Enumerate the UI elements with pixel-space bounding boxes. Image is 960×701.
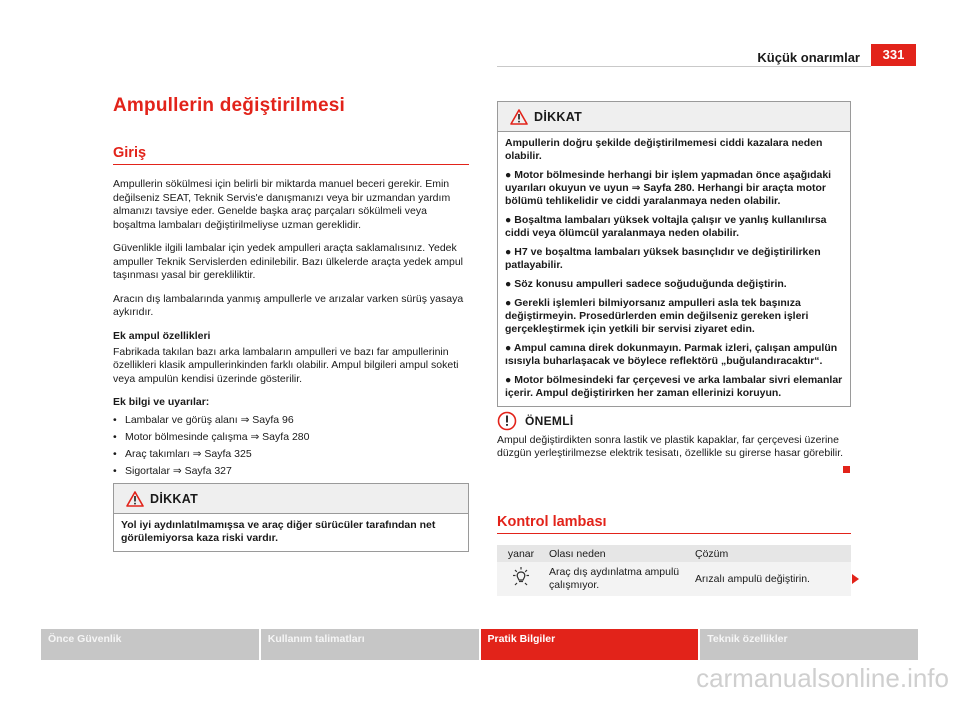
table-cell-solution: Arızalı ampulü değiştirin. [691, 562, 851, 596]
page-number: 331 [871, 44, 916, 66]
bullet-icon: • [113, 448, 117, 460]
list-item[interactable] [113, 448, 469, 461]
reference-list [113, 414, 469, 478]
warning-item-text: Motor bölmesinde herhangi bir işlem yapmadan önce aşağıdaki uyarıları okuyun ve uyun ⇒ Sayfa 280. Herhangi bir araçta motor bölümü tehlikelidir ve ciddi yaralanmaya neden olabilir. [505, 169, 832, 207]
section-heading-intro: Giriş [113, 145, 469, 165]
page-header-title: Küçük onarımlar [757, 50, 860, 65]
list-item[interactable] [113, 465, 469, 478]
list-item-text: Lambalar ve görüş alanı ⇒ Sayfa 96 [125, 414, 294, 426]
footer-tab-safety[interactable]: Önce Güvenlik [41, 629, 259, 660]
warning-item: ● Motor bölmesinde herhangi bir işlem yapmadan önce aşağıdaki uyarıları okuyun ve uyun ⇒ Sayfa 280. Herhangi bir araçta motor bölümü tehlikelidir ve ciddi yaralanmaya neden olabilir. [505, 169, 832, 207]
warning-box-left [113, 483, 469, 552]
watermark: carmanualsonline.info [696, 663, 949, 693]
table-cell-cause: Araç dış aydınlatma ampulü çalışmıyor. [545, 562, 691, 596]
list-item-text: Araç takımları ⇒ Sayfa 325 [125, 448, 252, 460]
warning-item: ● Gerekli işlemleri bilmiyorsanız ampulleri asla tek başınıza değiştirmeyin. Prosedürlerden emin değilseniz gereken işleri gerçekleştirmek için yetkili bir servisi ziyaret edin. [505, 297, 809, 335]
warning-triangle-icon [126, 491, 144, 507]
warning-box-right [497, 101, 851, 407]
page-title: Ampullerin değiştirilmesi [113, 95, 345, 116]
warning-item: ● Söz konusu ampulleri sadece soğuduğunda değiştirin. [505, 278, 787, 290]
column-header: Çözüm [691, 545, 851, 562]
control-lamp-table [497, 545, 851, 596]
table-cell-icon [497, 562, 545, 596]
warning-item-text: Gerekli işlemleri bilmiyorsanız ampulleri asla tek başınıza değiştirmeyin. Prosedürlerden emin değilseniz gereken işleri gerçekleştirmek için yetkili bir servisi ziyaret edin. [505, 297, 809, 335]
header-rule [497, 66, 871, 67]
notice-header [497, 410, 851, 432]
warning-item: ● Boşaltma lambaları yüksek voltajla çalışır ve yanlış kullanılırsa ciddi veya ölümcül yaralanmaya neden olabilir. [505, 214, 827, 239]
left-column [113, 95, 469, 482]
paragraph: Fabrikada takılan bazı arka lambaların ampulleri ve bazı far ampullerinin özellikleri klasik ampullerinkinden farklı olabilir. Ampul bilgileri ampul soketi veya ampulün kendisi üzerinde gösterilir. [113, 345, 459, 385]
warning-title: DİKKAT [534, 109, 583, 124]
warning-item-text: H7 ve boşaltma lambaları yüksek basınçlıdır ve değiştirilirken patlayabilir. [505, 246, 821, 271]
notice-text: Ampul değiştirdikten sonra lastik ve plastik kapaklar, far çerçevesi üzerine düzgün yerleştirilmezse elektrik tesisatı, özellikle su girerse hasar görebilir. [497, 434, 844, 459]
notice-title: ÖNEMLİ [525, 414, 574, 428]
paragraph: Aracın dış lambalarında yanmış ampullerle ve arızalar varken sürüş yasaya aykırıdır. [113, 292, 464, 318]
column-header: yanar [497, 545, 545, 562]
warning-body [498, 132, 850, 406]
bullet-icon: • [113, 465, 117, 477]
next-page-arrow-icon[interactable] [852, 574, 859, 584]
warning-item-text: Boşaltma lambaları yüksek voltajla çalışır ve yanlış kullanılırsa ciddi veya ölümcül yaralanmaya neden olabilir. [505, 214, 827, 239]
section-heading-control-lamp: Kontrol lambası [497, 514, 851, 534]
warning-title: DİKKAT [150, 491, 199, 506]
warning-item-text: Motor bölmesindeki far çerçevesi ve arka lambalar sivri elemanlar içerir. Ampul değiştirirken her zaman ellerinizi koruyun. [505, 374, 843, 399]
bullet-icon: • [113, 414, 117, 426]
paragraph: Ampullerin sökülmesi için belirli bir miktarda manuel beceri gerekir. Emin değilseniz SEAT, Teknik Servis'e danışmanızı veya bir uzmandan yardım almanızı tavsiye eder. Genelde başka araç parçaları sökülmeli veya boşaltma lambaları değiştirilmeliyse uzman gereklidir. [113, 178, 451, 231]
list-item[interactable] [113, 431, 469, 444]
warning-triangle-icon [510, 109, 528, 125]
warning-header [114, 484, 468, 514]
footer-tab-practical[interactable]: Pratik Bilgiler [481, 629, 699, 660]
bulb-warning-icon [510, 566, 532, 588]
warning-intro: Ampullerin doğru şekilde değiştirilmemesi ciddi kazalara neden olabilir. [505, 137, 823, 162]
table-header-row [497, 545, 851, 562]
warning-item: ● H7 ve boşaltma lambaları yüksek basınçlıdır ve değiştirilirken patlayabilir. [505, 246, 821, 271]
warning-item: ● Ampul camına direk dokunmayın. Parmak izleri, çalışan ampulün ısısıyla buharlaşacak ve böylece reflektörü „buğulandıracaktır“. [505, 342, 838, 367]
warning-text: Yol iyi aydınlatılmamışsa ve araç diğer sürücüler tarafından net görülemiyorsa kaza riski vardır. [121, 519, 436, 544]
warning-item-text: Ampul camına direk dokunmayın. Parmak izleri, çalışan ampulün ısısıyla buharlaşacak ve böylece reflektörü „buğulandıracaktır“. [505, 342, 838, 367]
notice-exclamation-icon [497, 411, 517, 431]
footer-tab-operation[interactable]: Kullanım talimatları [261, 629, 479, 660]
bullet-icon: • [113, 431, 117, 443]
notice-block [497, 410, 851, 460]
footer-nav [41, 629, 918, 660]
section-end-marker [843, 466, 850, 473]
subheading-special: Ek ampul özellikleri [113, 329, 211, 342]
subheading-info: Ek bilgi ve uyarılar: [113, 396, 210, 408]
warning-item-text: Söz konusu ampulleri sadece soğuduğunda değiştirin. [514, 278, 787, 290]
list-item-text: Sigortalar ⇒ Sayfa 327 [125, 465, 232, 477]
list-item[interactable] [113, 414, 469, 427]
warning-item: ● Motor bölmesindeki far çerçevesi ve arka lambalar sivri elemanlar içerir. Ampul değiştirirken her zaman ellerinizi koruyun. [505, 374, 843, 399]
column-header: Olası neden [545, 545, 691, 562]
table-row [497, 562, 851, 596]
paragraph: Güvenlikle ilgili lambalar için yedek ampulleri araçta saklamalısınız. Yedek ampuller Teknik Servislerden edinilebilir. Bazı ülkelerde araçta yedek ampul taşınması yasal bir gerekliliktir. [113, 242, 463, 281]
footer-tab-technical[interactable]: Teknik özellikler [700, 629, 918, 660]
warning-header [498, 102, 850, 132]
warning-body [114, 514, 468, 551]
list-item-text: Motor bölmesinde çalışma ⇒ Sayfa 280 [125, 431, 310, 443]
